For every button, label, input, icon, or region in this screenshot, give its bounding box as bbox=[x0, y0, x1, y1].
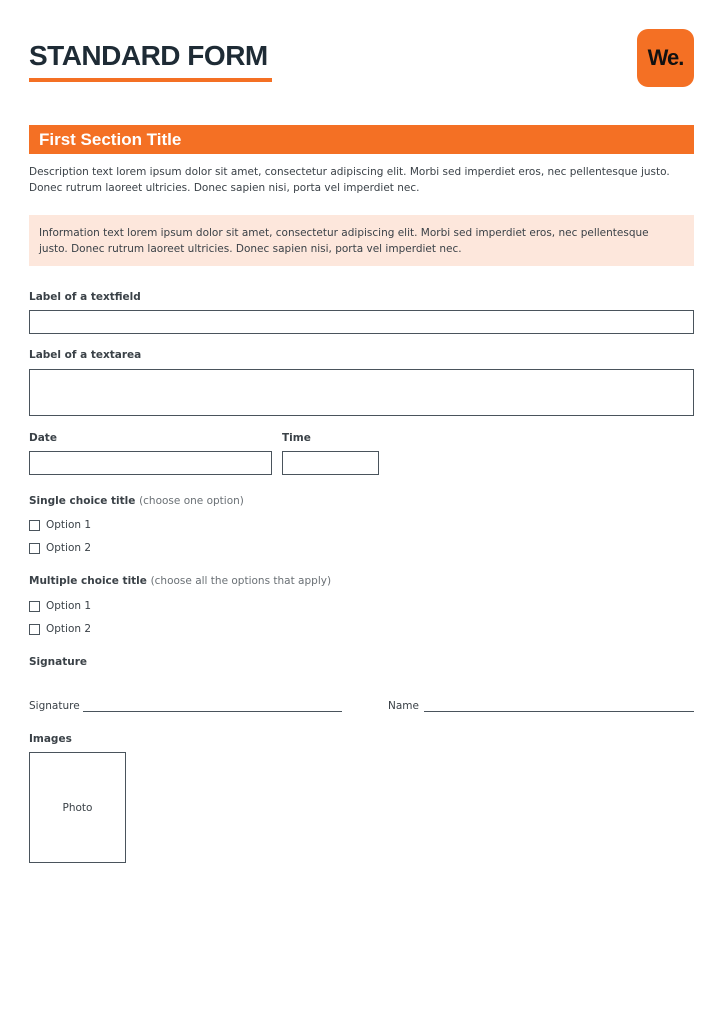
date-label: Date bbox=[29, 432, 57, 444]
images-heading: Images bbox=[29, 733, 72, 745]
signature-line[interactable] bbox=[83, 711, 342, 712]
info-text: Information text lorem ipsum dolor sit amet, consectetur adipiscing elit. Morbi sed imperdiet eros, nec pellentesque justo. Donec rutrum laoreet ultricies. Donec sapien nisi, porta vel imperdiet nec. bbox=[39, 227, 649, 255]
section-description: Description text lorem ipsum dolor sit amet, consectetur adipiscing elit. Morbi sed imperdiet eros, nec pellentesque justo. Donec rutrum laoreet ultricies. Donec sapien nisi, porta vel imperdiet nec. bbox=[29, 166, 670, 194]
page-title: STANDARD FORM bbox=[29, 40, 268, 71]
logo: We. bbox=[637, 29, 694, 87]
single-choice-title bbox=[29, 495, 244, 507]
time-label: Time bbox=[282, 432, 311, 444]
multiple-option-1-checkbox[interactable] bbox=[29, 601, 40, 612]
multiple-choice-title bbox=[29, 575, 331, 587]
textarea-input[interactable] bbox=[29, 369, 694, 416]
multiple-option-1-label: Option 1 bbox=[46, 600, 92, 612]
name-label: Name bbox=[388, 700, 419, 712]
multiple-option-2-checkbox[interactable] bbox=[29, 624, 40, 635]
date-input[interactable] bbox=[29, 451, 272, 475]
single-option-2-checkbox[interactable] bbox=[29, 543, 40, 554]
single-option-1-checkbox[interactable] bbox=[29, 520, 40, 531]
title-underline bbox=[29, 78, 272, 82]
photo-placeholder[interactable] bbox=[29, 752, 126, 863]
info-box bbox=[29, 215, 694, 266]
photo-label: Photo bbox=[62, 801, 93, 814]
single-option-2-label: Option 2 bbox=[46, 542, 92, 554]
multiple-choice-title-text: Multiple choice title bbox=[29, 575, 147, 587]
single-option-1-label: Option 1 bbox=[46, 519, 92, 531]
multiple-choice-hint: (choose all the options that apply) bbox=[150, 575, 332, 587]
multiple-option-2-label: Option 2 bbox=[46, 623, 92, 635]
textarea-label: Label of a textarea bbox=[29, 349, 142, 361]
time-input[interactable] bbox=[282, 451, 379, 475]
signature-label: Signature bbox=[29, 700, 80, 712]
single-choice-hint: (choose one option) bbox=[139, 495, 244, 507]
name-line[interactable] bbox=[424, 711, 694, 712]
textfield-label: Label of a textfield bbox=[29, 291, 141, 303]
section-header bbox=[29, 125, 694, 154]
textfield-input[interactable] bbox=[29, 310, 694, 334]
signature-heading: Signature bbox=[29, 656, 88, 668]
single-choice-title-text: Single choice title bbox=[29, 495, 136, 507]
section-title: First Section Title bbox=[39, 130, 182, 149]
